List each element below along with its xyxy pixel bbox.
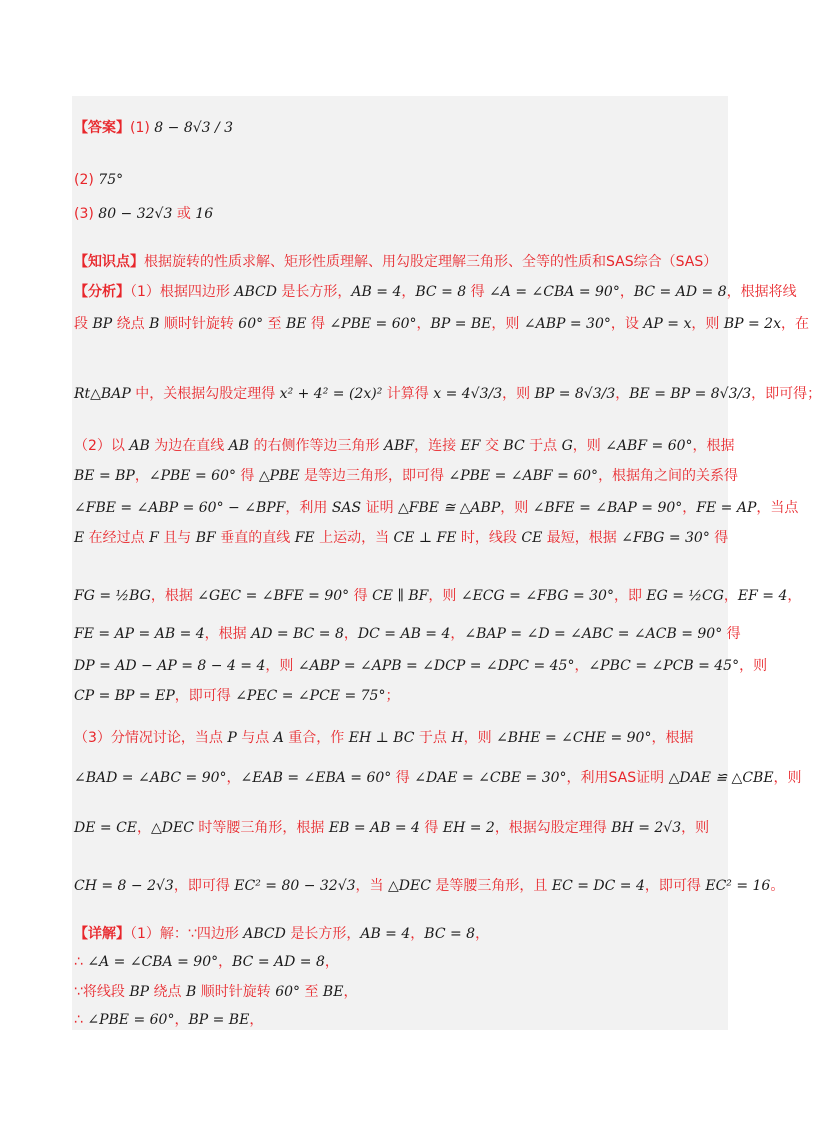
- text-line-7: Rt△BAP 中，关根据勾股定理得 x² + 4² = (2x)² 计算得 x = 4√3/3，则 BP = 8√3/3，BE = BP = 8√3/3，即可得；: [74, 386, 821, 402]
- text-line-14: DP = AD − AP = 8 − 4 = 4，则 ∠ABP = ∠APB = ∠DCP = ∠DPC = 45°，∠PBC = ∠PCB = 45°，则: [74, 658, 768, 674]
- text-line-12: FG = ½BG，根据 ∠GEC = ∠BFE = 90° 得 CE ∥ BF，则 ∠ECG = ∠FBG = 30°，即 EG = ½CG，EF = 4，: [74, 588, 802, 604]
- text-line-13: FE = AP = AB = 4，根据 AD = BC = 8，DC = AB = 4，∠BAP = ∠D = ∠ABC = ∠ACB = 90° 得: [74, 626, 741, 642]
- text-line-18: DE = CE，△DEC 时等腰三角形，根据 EB = AB = 4 得 EH = 2，根据勾股定理得 BH = 2√3，则: [74, 820, 710, 836]
- text-line-16: （3）分情况讨论，当点 P 与点 A 重合，作 EH ⊥ BC 于点 H，则 ∠BHE = ∠CHE = 90°，根据: [74, 730, 694, 746]
- text-line-4: 【知识点】根据旋转的性质求解、矩形性质理解、用勾股定理解三角形、全等的性质和SAS综合（SAS）: [74, 254, 718, 270]
- text-line-22: ∵将线段 BP 绕点 B 顺时针旋转 60° 至 BE，: [74, 984, 358, 1000]
- text-line-5: 【分析】（1）根据四边形 ABCD 是长方形，AB = 4，BC = 8 得 ∠A = ∠CBA = 90°，BC = AD = 8，根据将线: [74, 284, 797, 300]
- text-line-10: ∠FBE = ∠ABP = 60° − ∠BPF，利用 SAS 证明 △FBE ≅ △ABP，则 ∠BFE = ∠BAP = 90°，FE = AP，当点: [74, 500, 799, 516]
- text-line-23: ∴ ∠PBE = 60°，BP = BE，: [74, 1012, 264, 1028]
- text-line-15: CP = BP = EP，即可得 ∠PEC = ∠PCE = 75°；: [74, 688, 400, 704]
- text-line-2: (2) 75°: [74, 172, 124, 188]
- text-line-17: ∠BAD = ∠ABC = 90°，∠EAB = ∠EBA = 60° 得 ∠DAE = ∠CBE = 30°，利用SAS证明 △DAE ≌ △CBE，则: [74, 770, 802, 786]
- text-line-8: （2）以 AB 为边在直线 AB 的右侧作等边三角形 ABF，连接 EF 交 BC 于点 G，则 ∠ABF = 60°，根据: [74, 438, 735, 454]
- text-line-6: 段 BP 绕点 B 顺时针旋转 60° 至 BE 得 ∠PBE = 60°，BP = BE，则 ∠ABP = 30°，设 AP = x，则 BP = 2x，在: [74, 316, 809, 332]
- text-line-11: E 在经过点 F 且与 BF 垂直的直线 FE 上运动，当 CE ⊥ FE 时，线段 CE 最短，根据 ∠FBG = 30° 得: [74, 530, 729, 546]
- text-line-1: 【答案】(1) 8 − 8√3 / 3: [74, 120, 234, 136]
- text-line-20: 【详解】（1）解：∵四边形 ABCD 是长方形，AB = 4，BC = 8，: [74, 926, 490, 942]
- text-line-3: (3) 80 − 32√3 或 16: [74, 206, 214, 222]
- text-line-19: CH = 8 − 2√3，即可得 EC² = 80 − 32√3，当 △DEC 是等腰三角形，且 EC = DC = 4，即可得 EC² = 16。: [74, 878, 785, 894]
- text-line-9: BE = BP，∠PBE = 60° 得 △PBE 是等边三角形，即可得 ∠PBE = ∠ABF = 60°，根据角之间的关系得: [74, 468, 739, 484]
- text-line-21: ∴ ∠A = ∠CBA = 90°，BC = AD = 8，: [74, 954, 339, 970]
